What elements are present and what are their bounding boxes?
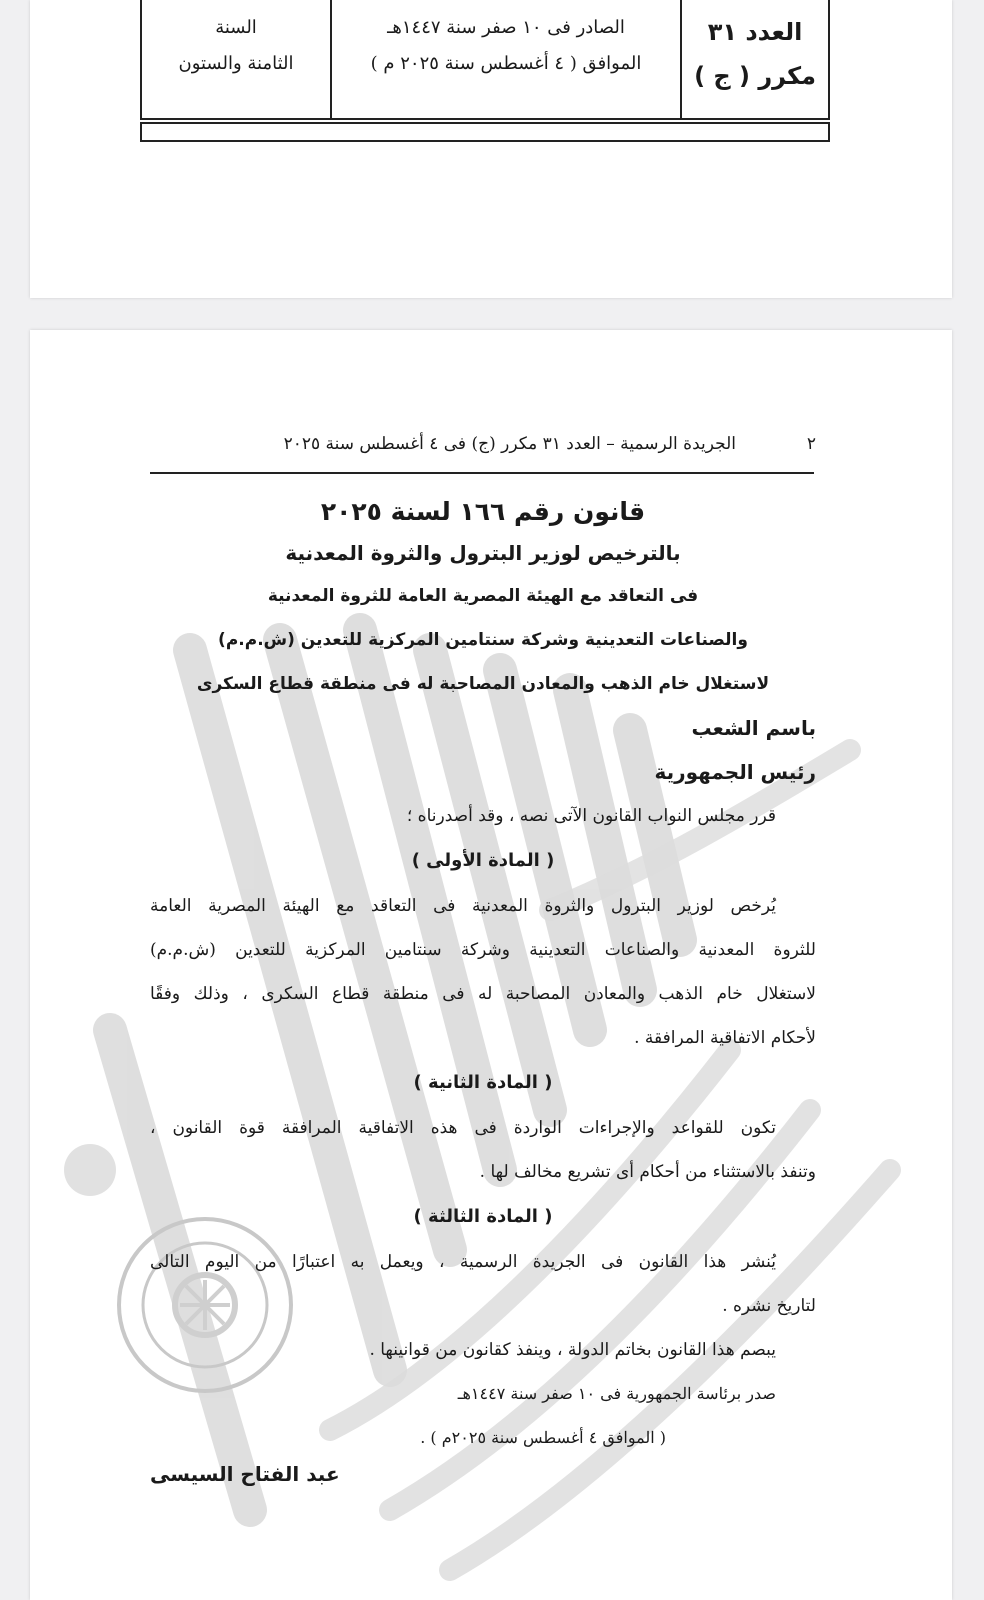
issue-cell — [682, 0, 828, 118]
page-number: ٢ — [806, 434, 816, 454]
article-2-line: وتنفذ بالاستثناء من أحكام أى تشريع مخالف لها . — [479, 1162, 816, 1182]
issue-number: العدد ٣١ — [707, 18, 803, 46]
law-subtitle-line: والصناعات التعدينية وشركة سنتامين المركزية للتعدين (ش.م.م) — [218, 630, 748, 650]
president-signature: عبد الفتاح السيسى — [150, 1462, 340, 1486]
article-1-line: لأحكام الاتفاقية المرافقة . — [634, 1028, 816, 1048]
article-1-line: يُرخص لوزير البترول والثروة المعدنية فى التعاقد مع الهيئة المصرية العامة — [150, 896, 776, 916]
year-label: السنة — [215, 17, 257, 38]
gregorian-date: الموافق ( ٤ أغسطس سنة ٢٠٢٥ م ) — [370, 53, 642, 74]
article-2-line: تكون للقواعد والإجراءات الواردة فى هذه الاتفاقية المرافقة قوة القانون ، — [150, 1118, 776, 1138]
gazette-cover-page — [30, 0, 952, 298]
law-body — [150, 480, 816, 1510]
issued-hijri: صدر برئاسة الجمهورية فى ١٠ صفر سنة ١٤٤٧هـ — [457, 1384, 776, 1403]
masthead-box — [140, 0, 830, 120]
law-subtitle-line: لاستغلال خام الذهب والمعادن المصاحبة له فى منطقة قطاع السكرى — [196, 674, 770, 694]
article-1-line: للثروة المعدنية والصناعات التعدينية وشركة سنتامين المركزية للتعدين (ش.م.م) — [150, 940, 816, 960]
running-header — [150, 430, 816, 460]
law-subtitle: بالترخيص لوزير البترول والثروة المعدنية — [285, 541, 681, 565]
issued-gregorian: ( الموافق ٤ أغسطس سنة ٢٠٢٥م ) . — [420, 1428, 666, 1447]
year-value: الثامنة والستون — [178, 53, 294, 74]
signature-block — [150, 1460, 816, 1510]
year-cell — [142, 0, 330, 118]
article-3-line: يُنشر هذا القانون فى الجريدة الرسمية ، ويعمل به اعتبارًا من اليوم التالى — [150, 1252, 776, 1272]
article-1-line: لاستغلال خام الذهب والمعادن المصاحبة له فى منطقة قطاع السكرى ، وذلك وفقًا — [150, 984, 816, 1004]
seal-clause: يبصم هذا القانون بخاتم الدولة ، وينفذ كقانون من قوانينها . — [369, 1340, 776, 1360]
article-3-heading: ( المادة الثالثة ) — [413, 1206, 553, 1227]
masthead-divider — [330, 0, 332, 118]
president-title: رئيس الجمهورية — [654, 760, 816, 784]
article-3-line: لتاريخ نشره . — [722, 1296, 816, 1316]
masthead-strip — [140, 122, 830, 142]
issue-suffix: مكرر ( ج ) — [694, 62, 816, 90]
date-cell — [332, 0, 680, 118]
law-text-page — [30, 330, 952, 1600]
article-1-heading: ( المادة الأولى ) — [411, 850, 555, 871]
hijri-date: الصادر فى ١٠ صفر سنة ١٤٤٧هـ — [387, 17, 625, 38]
law-subtitle-line: فى التعاقد مع الهيئة المصرية العامة للثروة المعدنية — [267, 586, 699, 606]
running-title: الجريدة الرسمية – العدد ٣١ مكرر (ج) فى ٤ أغسطس سنة ٢٠٢٥ — [283, 434, 736, 454]
law-title: قانون رقم ١٦٦ لسنة ٢٠٢٥ — [320, 497, 646, 526]
in-name-of-people: باسم الشعب — [691, 716, 816, 740]
preamble: قرر مجلس النواب القانون الآتى نصه ، وقد أصدرناه ؛ — [406, 806, 776, 826]
article-2-heading: ( المادة الثانية ) — [413, 1072, 553, 1093]
header-rule — [150, 472, 814, 474]
masthead-divider — [680, 0, 682, 118]
